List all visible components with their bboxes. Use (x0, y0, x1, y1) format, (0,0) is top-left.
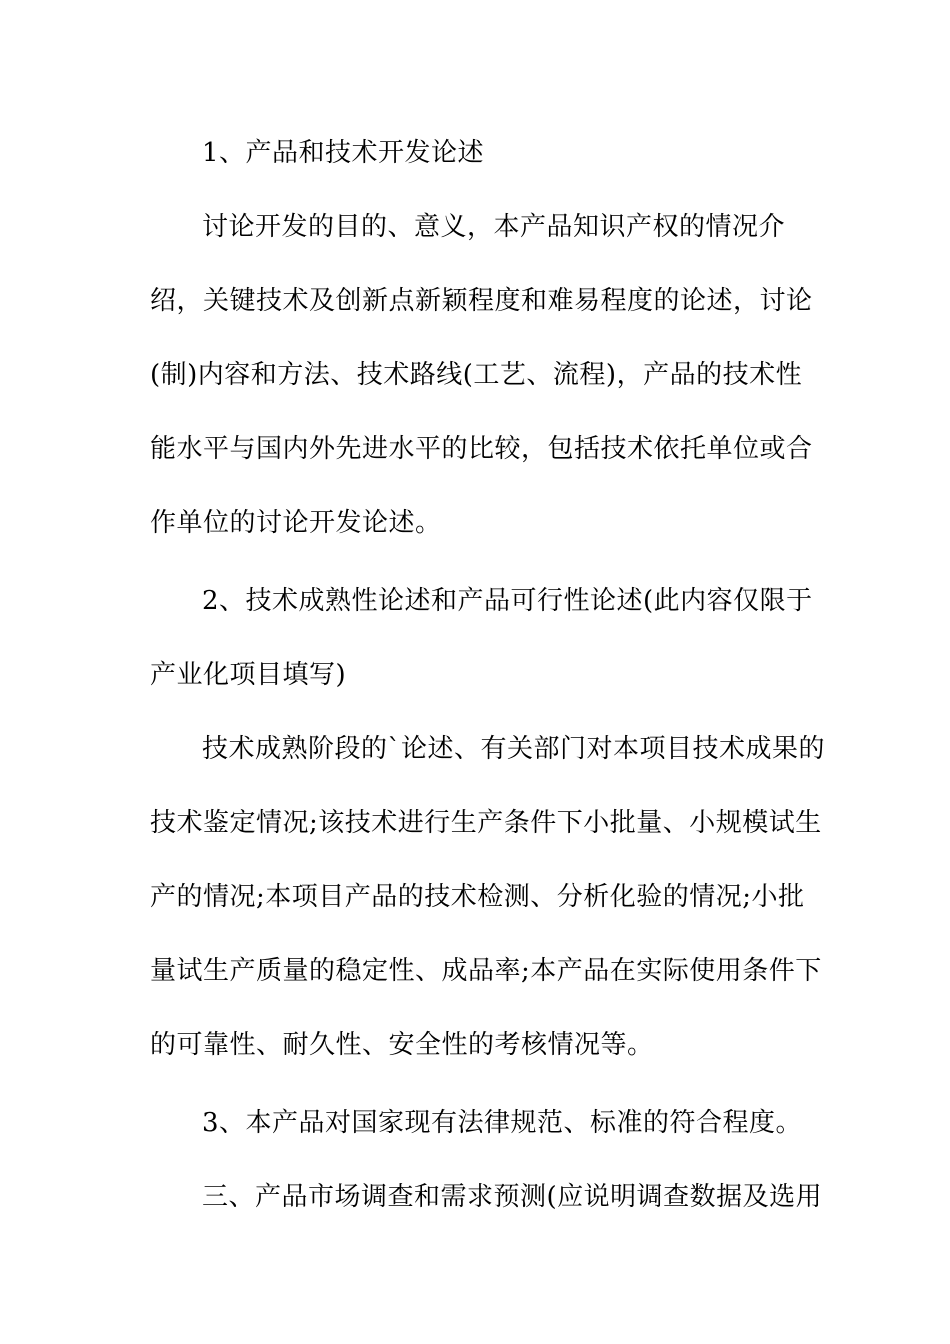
paragraph-2-line-5: 的可靠性、耐久性、安全性的考核情况等。 (150, 1030, 654, 1060)
paragraph-2-line-2: 技术鉴定情况;该技术进行生产条件下小批量、小规模试生 (150, 808, 822, 838)
heading-2-line-1: 2、技术成熟性论述和产品可行性论述(此内容仅限于 (202, 586, 813, 616)
paragraph-1-line-2: 绍，关键技术及创新点新颖程度和难易程度的论述，讨论 (150, 286, 813, 316)
section-heading-three: 三、产品市场调查和需求预测(应说明调查数据及选用 (202, 1182, 823, 1212)
heading-2-line-2: 产业化项目填写) (150, 660, 347, 690)
heading-3: 3、本产品对国家现有法律规范、标准的符合程度。 (202, 1108, 803, 1138)
paragraph-1-line-1: 讨论开发的目的、意义，本产品知识产权的情况介 (202, 212, 786, 242)
paragraph-1-line-4: 能水平与国内外先进水平的比较，包括技术依托单位或合 (150, 434, 813, 464)
paragraph-2-line-1: 技术成熟阶段的`论述、有关部门对本项目技术成果的 (202, 734, 826, 764)
paragraph-2-line-4: 量试生产质量的稳定性、成品率;本产品在实际使用条件下 (150, 956, 822, 986)
paragraph-2-line-3: 产的情况;本项目产品的技术检测、分析化验的情况;小批 (150, 882, 805, 912)
heading-1: 1、产品和技术开发论述 (202, 138, 485, 168)
paragraph-1-line-5: 作单位的讨论开发论述。 (150, 508, 442, 538)
paragraph-1-line-3: (制)内容和方法、技术路线(工艺、流程)，产品的技术性 (150, 360, 803, 390)
